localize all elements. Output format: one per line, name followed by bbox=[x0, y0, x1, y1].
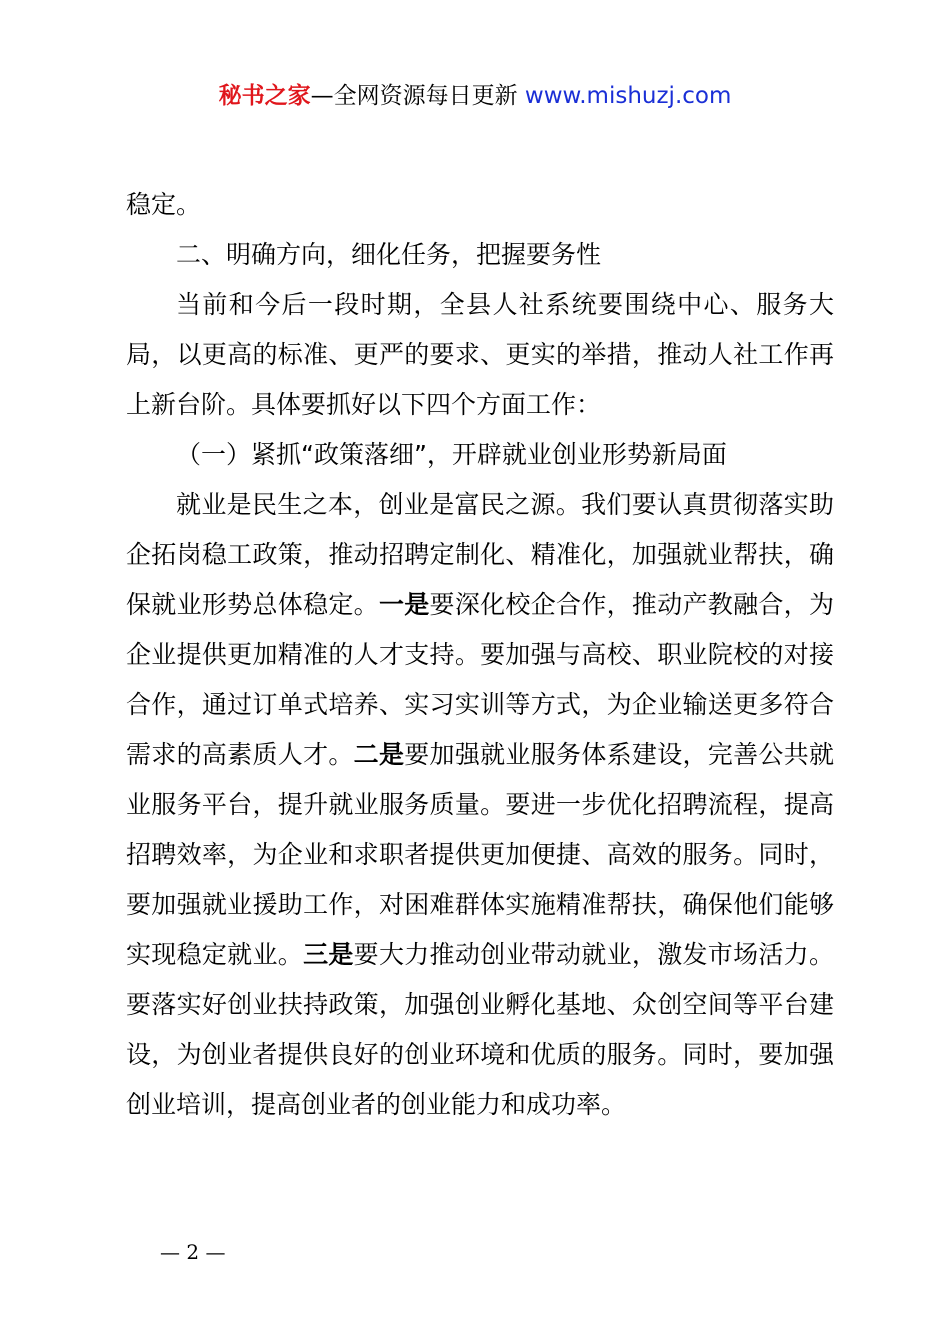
site-url: www.mishuzj.com bbox=[524, 83, 732, 109]
paragraph-intro: 当前和今后一段时期，全县人社系统要围绕中心、服务大局，以更高的标准、更严的要求、更实的举措，推动人社工作再上新台阶。具体要抓好以下四个方面工作： bbox=[126, 290, 834, 419]
site-header bbox=[0, 80, 950, 112]
paragraph-continuation: 稳定。 bbox=[126, 190, 202, 219]
keyword-first: 一是 bbox=[378, 590, 430, 619]
document-body bbox=[126, 180, 834, 1130]
keyword-second: 二是 bbox=[353, 740, 405, 769]
keyword-third: 三是 bbox=[303, 940, 354, 969]
paragraph-employment bbox=[126, 480, 834, 1130]
site-brand: 秘书之家 bbox=[218, 83, 311, 109]
subsection-heading: （一）紧抓“政策落细”，开辟就业创业形势新局面 bbox=[176, 440, 727, 469]
paragraph-text: 要大力推动创业带动就业，激发市场活力。要落实好创业扶持政策，加强创业孵化基地、众创空间等平台建设，为创业者提供良好的创业环境和优质的服务。同时，要加强创业培训，提高创业者的创业能力和成功率。 bbox=[126, 940, 834, 1119]
paragraph-text: 要深化校企合作，推动产教融合，为企业提供更加精准的人才支持。要加强与高校、职业院校的对接合作，通过订单式培养、实习实训等方式，为企业输送更多符合需求的高素质人才。 bbox=[126, 590, 834, 769]
paragraph-text: 就业是民生之本，创业是富民之源。我们要认真贯彻落实助企拓岗稳工政策，推动招聘定制化、精准化，加强就业帮扶，确保就业形势总体稳定。 bbox=[126, 490, 834, 619]
site-tagline: —全网资源每日更新 bbox=[310, 83, 525, 109]
paragraph-text: 要加强就业服务体系建设，完善公共就业服务平台，提升就业服务质量。要进一步优化招聘流程，提高招聘效率，为企业和求职者提供更加便捷、高效的服务。同时，要加强就业援助工作，对困难群体实施精准帮扶，确保他们能够实现稳定就业。 bbox=[126, 740, 834, 969]
section-heading: 二、明确方向，细化任务，把握要务性 bbox=[176, 240, 602, 269]
page-number: — 2 — bbox=[160, 1240, 226, 1264]
